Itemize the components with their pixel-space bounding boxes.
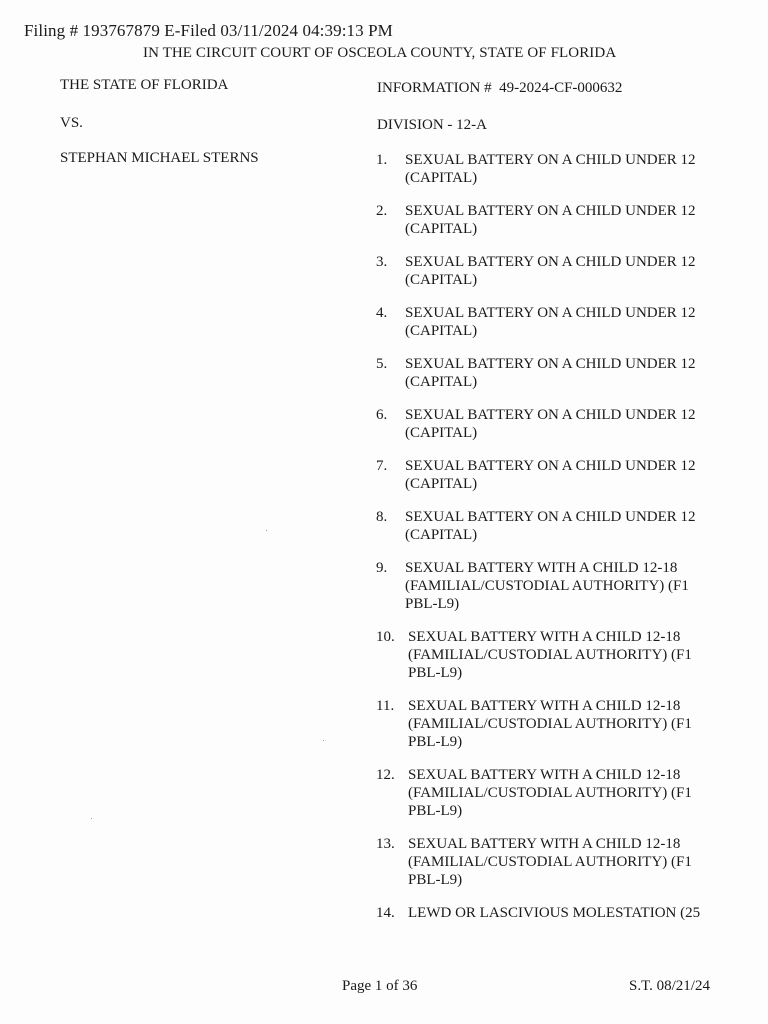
charge-description: SEXUAL BATTERY WITH A CHILD 12-18 (FAMILIAL/CUSTODIAL AUTHORITY) (F1 PBL-L9) bbox=[405, 560, 689, 612]
charge-item bbox=[376, 202, 716, 238]
charge-number: 12. bbox=[376, 767, 395, 783]
charge-number: 10. bbox=[376, 629, 395, 645]
charge-number: 2. bbox=[376, 203, 388, 219]
charge-description: SEXUAL BATTERY WITH A CHILD 12-18 (FAMILIAL/CUSTODIAL AUTHORITY) (F1 PBL-L9) bbox=[408, 629, 692, 681]
page-number bbox=[342, 978, 417, 995]
charge-number: 13. bbox=[376, 836, 395, 852]
charge-number: 3. bbox=[376, 254, 388, 270]
plaintiff-name: THE STATE OF FLORIDA bbox=[60, 77, 229, 93]
charge-number: 7. bbox=[376, 458, 388, 474]
charge-description: SEXUAL BATTERY ON A CHILD UNDER 12 (CAPITAL) bbox=[405, 305, 696, 339]
charge-number: 14. bbox=[376, 905, 395, 921]
page-of-label: of bbox=[386, 978, 399, 994]
division-line: DIVISION - 12-A bbox=[377, 117, 487, 133]
charge-item bbox=[376, 304, 716, 340]
charge-number: 6. bbox=[376, 407, 388, 423]
charge-item bbox=[376, 457, 716, 493]
information-number: 49-2024-CF-000632 bbox=[499, 80, 623, 96]
charge-item bbox=[376, 151, 716, 187]
charge-description: SEXUAL BATTERY WITH A CHILD 12-18 (FAMILIAL/CUSTODIAL AUTHORITY) (F1 PBL-L9) bbox=[408, 767, 692, 819]
information-label: INFORMATION # bbox=[377, 80, 492, 96]
charge-item bbox=[376, 406, 716, 442]
charges-list bbox=[376, 151, 716, 937]
court-title: IN THE CIRCUIT COURT OF OSCEOLA COUNTY, STATE OF FLORIDA bbox=[143, 45, 617, 61]
charge-description: SEXUAL BATTERY ON A CHILD UNDER 12 (CAPITAL) bbox=[405, 356, 696, 390]
charge-description: SEXUAL BATTERY ON A CHILD UNDER 12 (CAPITAL) bbox=[405, 152, 696, 186]
charge-item bbox=[376, 355, 716, 391]
charge-item bbox=[376, 835, 716, 889]
charge-description: SEXUAL BATTERY ON A CHILD UNDER 12 (CAPITAL) bbox=[405, 458, 696, 492]
filing-stamp: Filing # 193767879 E-Filed 03/11/2024 04:39:13 PM bbox=[24, 21, 393, 40]
charge-number: 9. bbox=[376, 560, 388, 576]
versus-label: VS. bbox=[60, 115, 83, 131]
scan-speck bbox=[323, 740, 324, 741]
page-current: 1 bbox=[374, 978, 383, 994]
charge-item bbox=[376, 904, 716, 922]
footer-stamp: S.T. 08/21/24 bbox=[629, 978, 710, 994]
charge-item bbox=[376, 697, 716, 751]
charge-description: LEWD OR LASCIVIOUS MOLESTATION (25 bbox=[408, 905, 701, 921]
charge-description: SEXUAL BATTERY WITH A CHILD 12-18 (FAMILIAL/CUSTODIAL AUTHORITY) (F1 PBL-L9) bbox=[408, 698, 692, 750]
charge-number: 5. bbox=[376, 356, 388, 372]
charge-description: SEXUAL BATTERY ON A CHILD UNDER 12 (CAPITAL) bbox=[405, 203, 696, 237]
scan-speck bbox=[91, 818, 92, 819]
charge-item bbox=[376, 253, 716, 289]
defendant-name: STEPHAN MICHAEL STERNS bbox=[60, 150, 259, 166]
scan-speck bbox=[266, 530, 267, 531]
charge-description: SEXUAL BATTERY ON A CHILD UNDER 12 (CAPITAL) bbox=[405, 407, 696, 441]
charge-number: 1. bbox=[376, 152, 388, 168]
charge-item bbox=[376, 559, 716, 613]
charge-number: 11. bbox=[376, 698, 395, 714]
charge-item bbox=[376, 628, 716, 682]
charge-item bbox=[376, 508, 716, 544]
charge-number: 8. bbox=[376, 509, 388, 525]
page-total: 36 bbox=[402, 978, 418, 994]
information-line bbox=[377, 80, 622, 97]
charge-description: SEXUAL BATTERY WITH A CHILD 12-18 (FAMILIAL/CUSTODIAL AUTHORITY) (F1 PBL-L9) bbox=[408, 836, 692, 888]
page-label: Page bbox=[342, 978, 372, 994]
charge-description: SEXUAL BATTERY ON A CHILD UNDER 12 (CAPITAL) bbox=[405, 509, 696, 543]
charge-item bbox=[376, 766, 716, 820]
charge-description: SEXUAL BATTERY ON A CHILD UNDER 12 (CAPITAL) bbox=[405, 254, 696, 288]
charge-number: 4. bbox=[376, 305, 388, 321]
